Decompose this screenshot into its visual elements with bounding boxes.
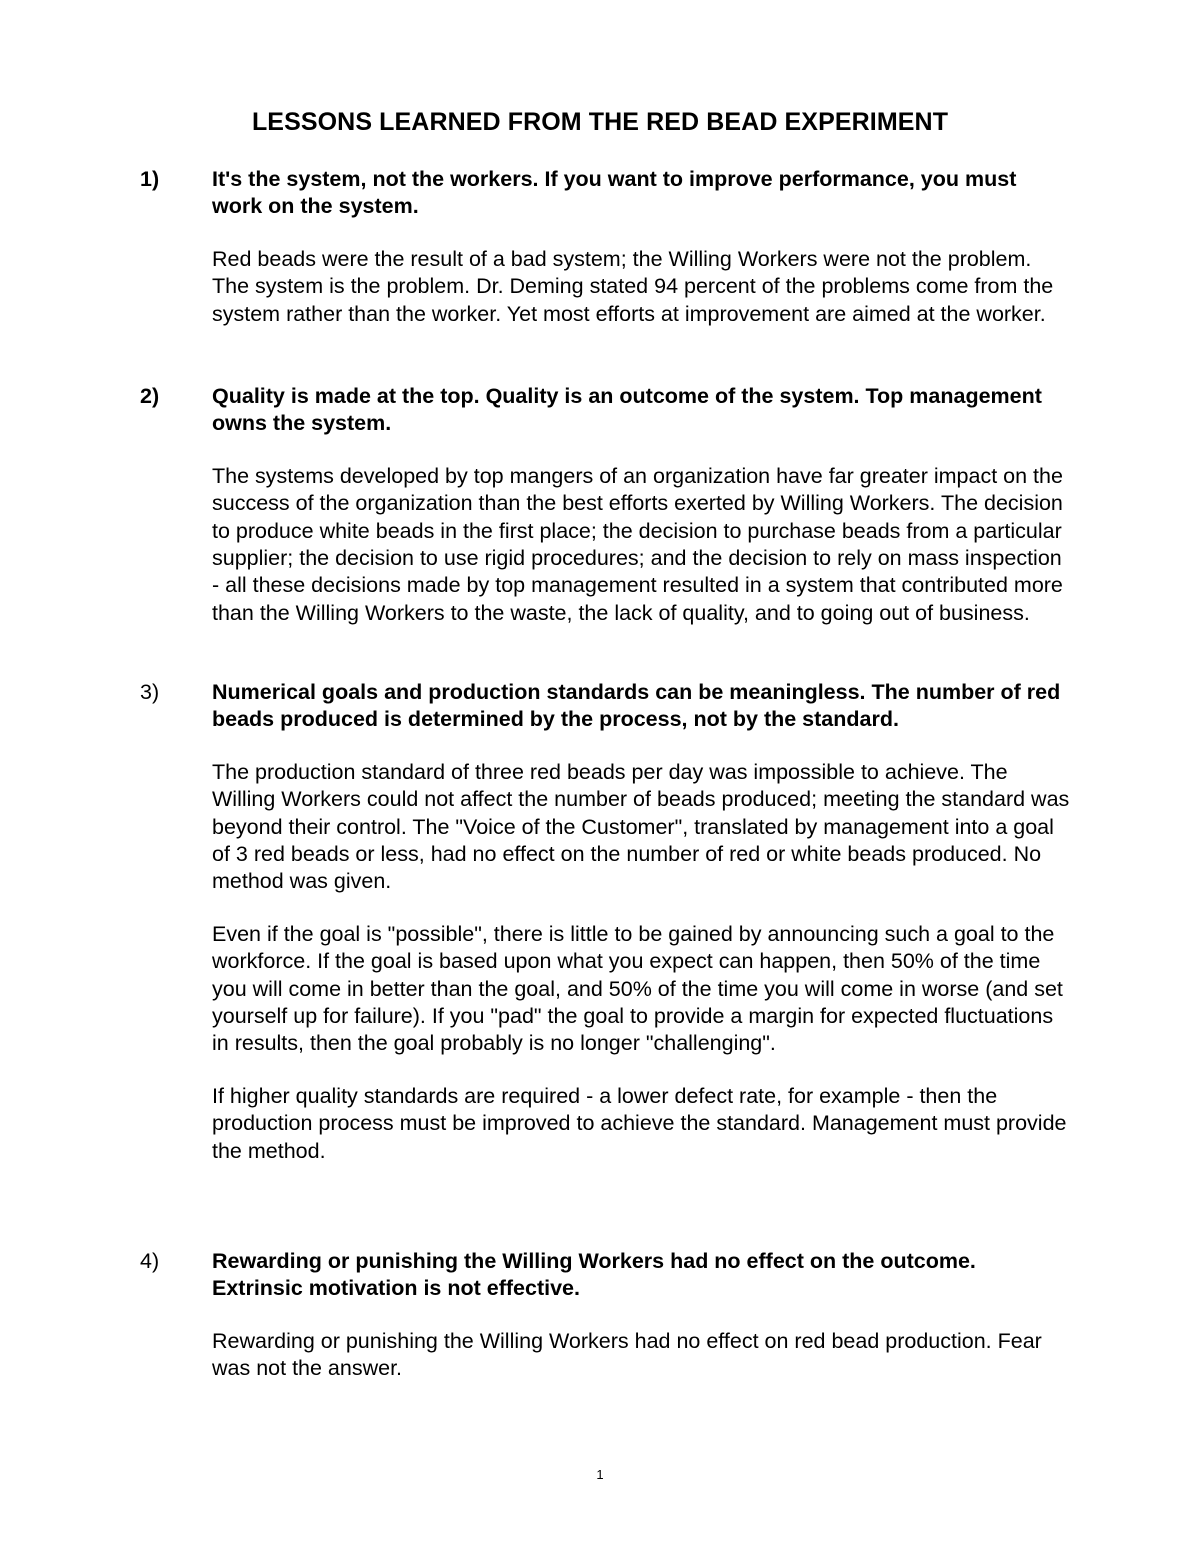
section-number: 3): [140, 680, 160, 704]
section-paragraph: Red beads were the result of a bad system; the Willing Workers were not the problem. The system is the problem. Dr. Deming stated 94 percent of the problems come from the system rather than the worker. Yet most efforts at improvement are aimed at the worker.: [212, 246, 1054, 326]
section-heading: Numerical goals and production standards can be meaningless. The number of red beads produced is determined by the process, not by the standard.: [212, 680, 1061, 732]
section-number: 2): [140, 384, 160, 408]
section-paragraph: Rewarding or punishing the Willing Workers had no effect on red bead production. Fear was not the answer.: [212, 1328, 1042, 1381]
section-number: 4): [140, 1249, 160, 1273]
section-paragraph: Even if the goal is "possible", there is little to be gained by announcing such a goal to the workforce. If the goal is based upon what you expect can happen, then 50% of the time you will come in better than the goal, and 50% of the time you will come in worse (and set yourself up for failure). If you "pad" the goal to provide a margin for expected fluctuations in results, then the goal probably is no longer "challenging".: [212, 921, 1063, 1056]
section-heading: It's the system, not the workers. If you want to improve performance, you must work on the system.: [212, 167, 1017, 219]
lesson-section-4: [140, 1248, 1070, 1383]
document-title: LESSONS LEARNED FROM THE RED BEAD EXPERIMENT: [251, 108, 949, 136]
section-paragraph: If higher quality standards are required - a lower defect rate, for example - then the production process must be improved to achieve the standard. Management must provide the method.: [212, 1083, 1067, 1163]
section-number: 1): [140, 167, 160, 191]
lesson-section-3: [140, 679, 1070, 1165]
section-paragraph: The systems developed by top mangers of an organization have far greater impact on the success of the organization than the best efforts exerted by Willing Workers. The decision to produce white beads in the first place; the decision to purchase beads from a particular supplier; the decision to use rigid procedures; and the decision to rely on mass inspection - all these decisions made by top management resulted in a system that contributed more than the Willing Workers to the waste, the lack of quality, and to going out of business.: [212, 463, 1063, 625]
section-heading: Rewarding or punishing the Willing Workers had no effect on the outcome. Extrinsic motivation is not effective.: [212, 1249, 976, 1301]
lesson-section-1: [140, 166, 1070, 328]
section-heading: Quality is made at the top. Quality is an outcome of the system. Top management owns the system.: [212, 384, 1042, 436]
lesson-section-2: [140, 383, 1070, 627]
page-number: 1: [596, 1467, 604, 1482]
section-paragraph: The production standard of three red beads per day was impossible to achieve. The Willing Workers could not affect the number of beads produced; meeting the standard was beyond their control. The "Voice of the Customer", translated by management into a goal of 3 red beads or less, had no effect on the number of red or white beads produced. No method was given.: [212, 759, 1070, 894]
